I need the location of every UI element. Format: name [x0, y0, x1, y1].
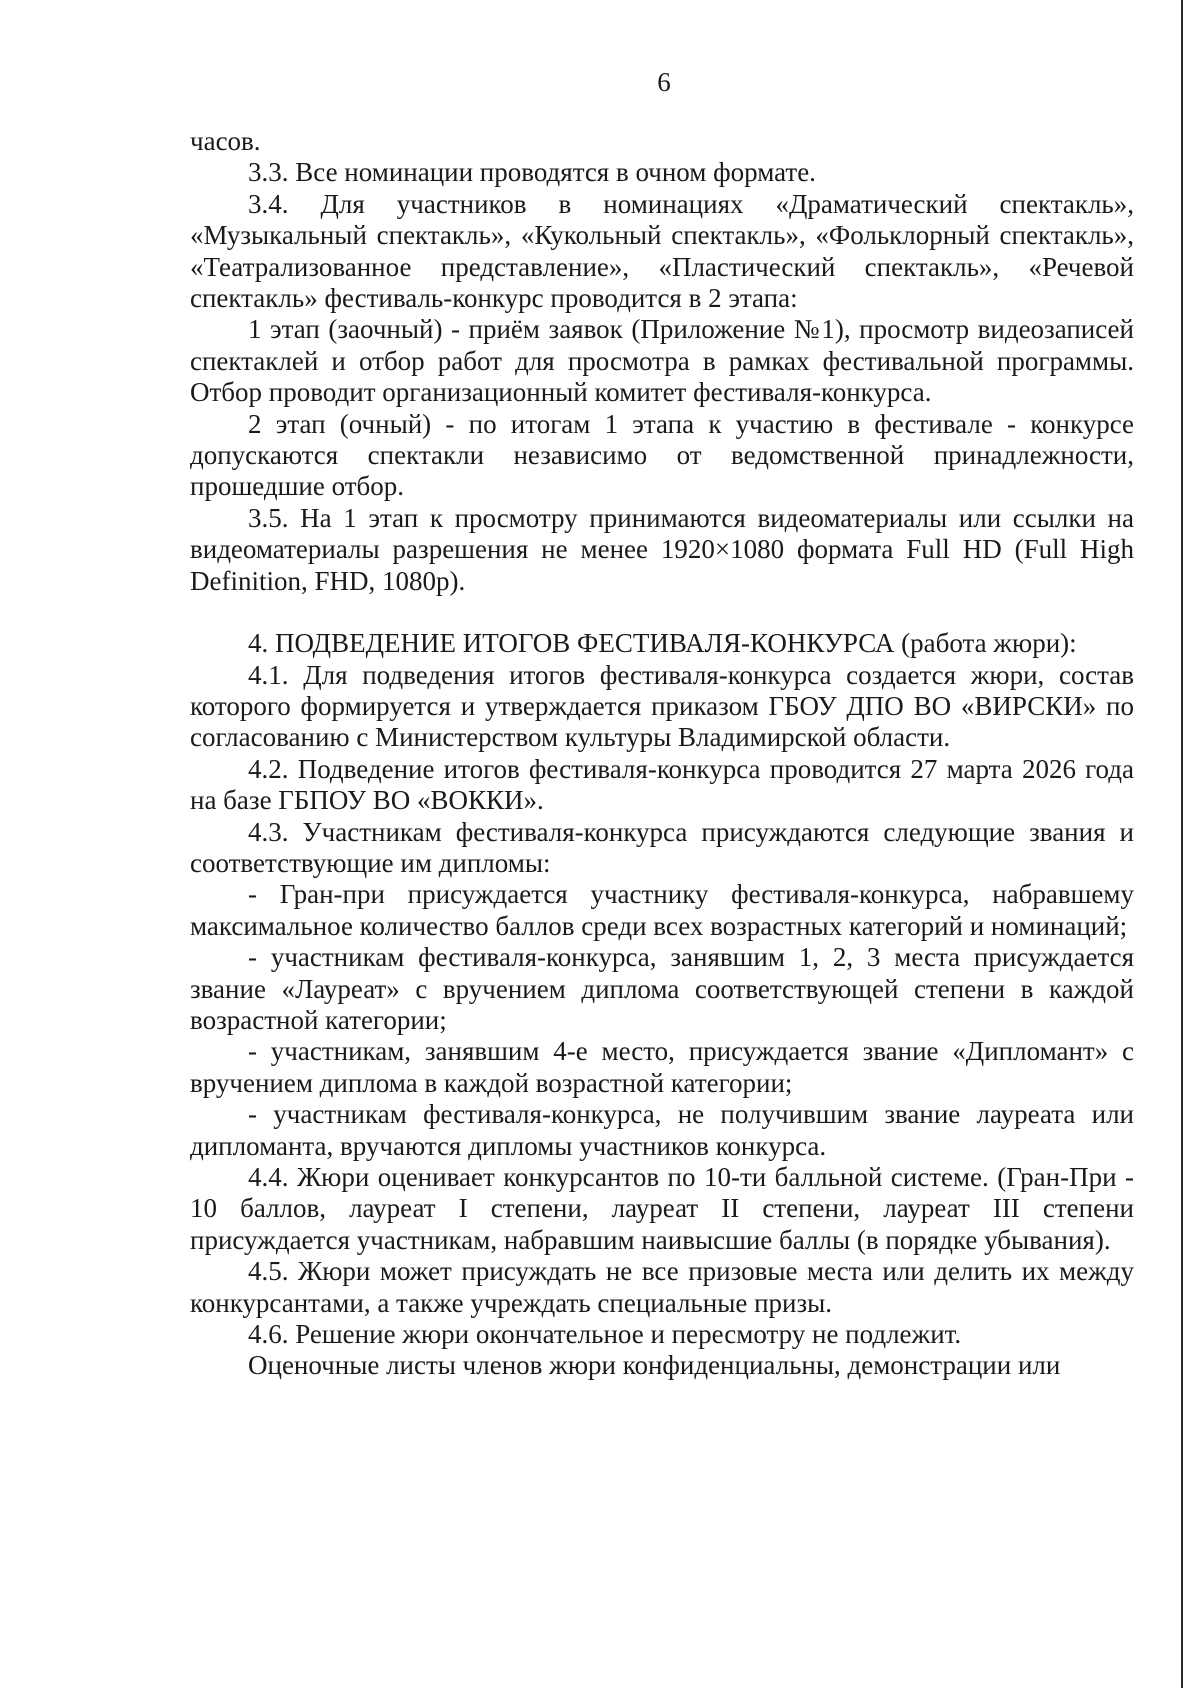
document-body — [190, 126, 1134, 1382]
paragraph: 4.5. Жюри может присуждать не все призовые места или делить их между конкурсантами, а также учреждать специальные призы. — [190, 1256, 1134, 1318]
list-item: - участникам, занявшим 4-е место, присуждается звание «Дипломант» с вручением диплома в каждой возрастной категории; — [190, 1036, 1134, 1098]
paragraph: 3.4. Для участников в номинациях «Драматический спектакль», «Музыкальный спектакль», «Кукольный спектакль», «Фольклорный спектакль», «Театрализованное представление», «Пластический спектакль», «Речевой спектакль» фестиваль-конкурс проводится в 2 этапа: — [190, 188, 1134, 314]
paragraph: 4.4. Жюри оценивает конкурсантов по 10-ти балльной системе. (Гран-При - 10 баллов, лауреат I степени, лауреат II степени, лауреат III степени присуждается участникам, набравшим наивысшие баллы (в порядке убывания). — [190, 1162, 1134, 1255]
section-4-body — [190, 660, 1134, 1382]
paragraph: 4.2. Подведение итогов фестиваля-конкурса проводится 27 марта 2026 года на базе ГБПОУ ВО «ВОККИ». — [190, 753, 1134, 816]
page-number: 6 — [657, 67, 671, 97]
paragraph: 4.3. Участникам фестиваля-конкурса присуждаются следующие звания и соответствующие им дипломы: — [190, 816, 1134, 878]
list-item: - Гран-при присуждается участнику фестиваля-конкурса, набравшему максимальное количество баллов среди всех возрастных категорий и номинаций; — [190, 879, 1134, 941]
page-edge-line — [1181, 0, 1183, 1688]
paragraph: 3.3. Все номинации проводятся в очном формате. — [248, 157, 816, 188]
paragraph: 1 этап (заочный) - приём заявок (Приложение №1), просмотр видеозаписей спектаклей и отбор работ для просмотра в рамках фестивальной программы. Отбор проводит организационный комитет фестиваля-конкурса. — [190, 314, 1134, 408]
paragraph: 3.5. На 1 этап к просмотру принимаются видеоматериалы или ссылки на видеоматериалы разрешения не менее 1920×1080 формата Full HD (Full High Definition, FHD, 1080p). — [190, 502, 1134, 596]
list-item: - участникам фестиваля-конкурса, занявшим 1, 2, 3 места присуждается звание «Лауреат» с вручением диплома соответствующей степени в каждой возрастной категории; — [190, 942, 1134, 1035]
list-item: - участникам фестиваля-конкурса, не получившим звание лауреата или дипломанта, вручаются дипломы участников конкурса. — [190, 1099, 1134, 1161]
paragraph: 4.1. Для подведения итогов фестиваля-конкурса создается жюри, состав которого формируется и утверждается приказом ГБОУ ДПО ВО «ВИРСКИ» по согласованию с Министерством культуры Владимирской области. — [190, 659, 1134, 753]
section-heading: 4. ПОДВЕДЕНИЕ ИТОГОВ ФЕСТИВАЛЯ-КОНКУРСА (работа жюри): — [248, 628, 1077, 659]
section-3-continuation — [190, 126, 1134, 597]
paragraph: 2 этап (очный) - по итогам 1 этапа к участию в фестивале - конкурсе допускаются спектакли независимо от ведомственной принадлежности, прошедшие отбор. — [190, 408, 1134, 502]
paragraph: часов. — [190, 126, 261, 156]
paragraph: Оценочные листы членов жюри конфиденциальны, демонстрации или — [248, 1350, 1061, 1381]
paragraph: 4.6. Решение жюри окончательное и пересмотру не подлежит. — [248, 1319, 962, 1350]
